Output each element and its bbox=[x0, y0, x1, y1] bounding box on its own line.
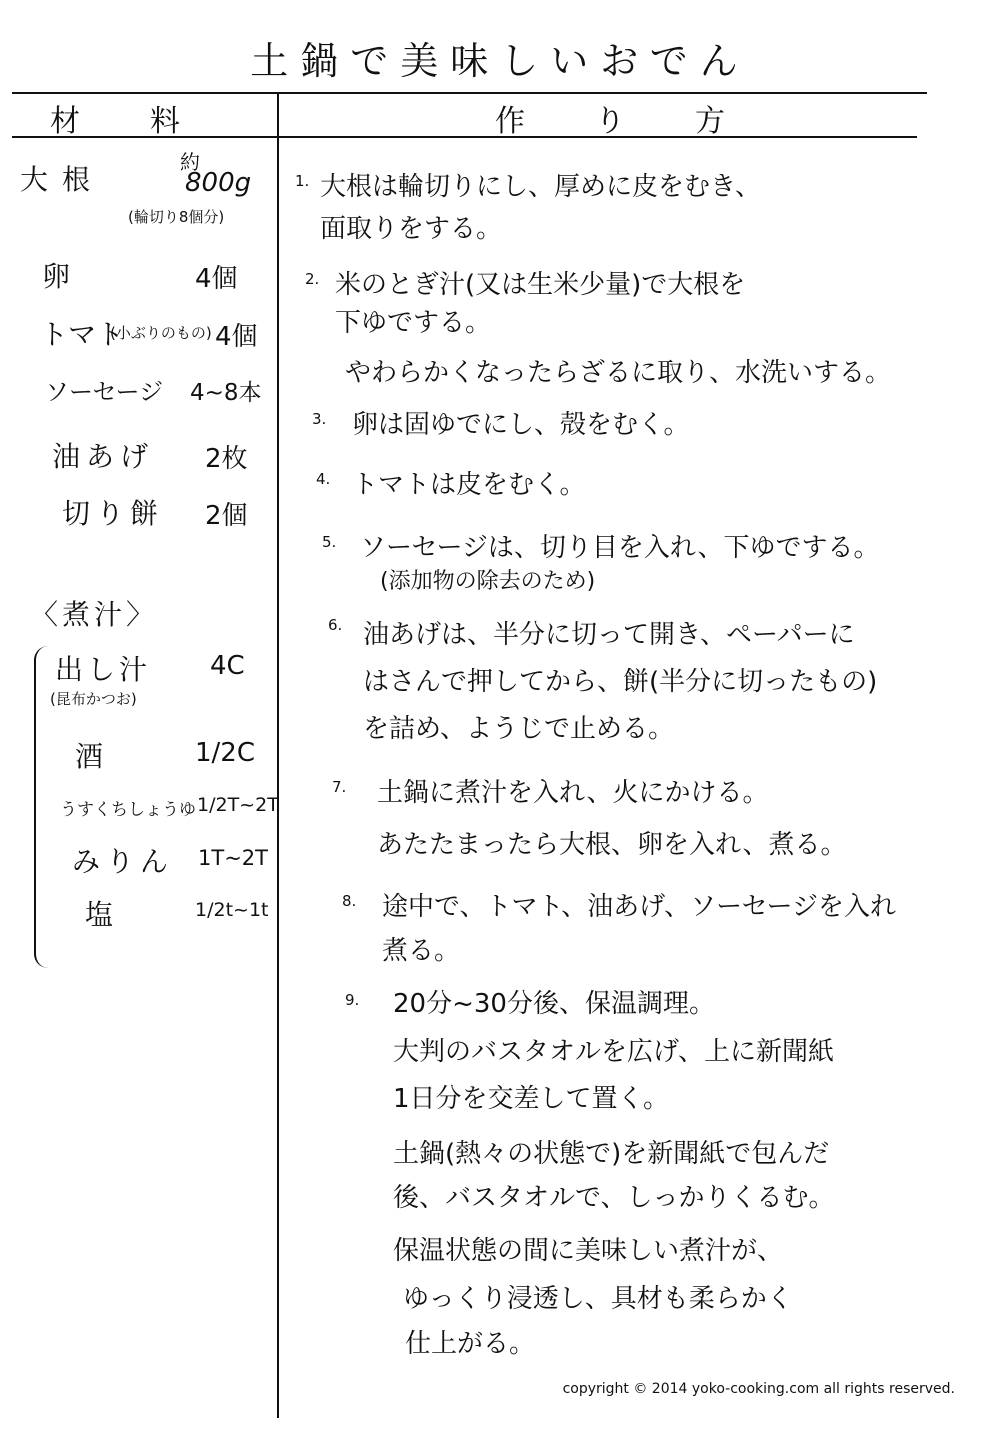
ingredient-name: 切り餅 bbox=[62, 497, 165, 530]
ingredient-name: 卵 bbox=[42, 260, 71, 293]
step-line: 土鍋(熱々の状態で)を新聞紙で包んだ bbox=[393, 1139, 830, 1169]
broth-name: うすくちしょうゆ bbox=[60, 800, 196, 820]
step-line: トマトは皮をむく。 bbox=[352, 470, 586, 500]
step-number: 8. bbox=[342, 892, 357, 910]
step-line: はさんで押してから、餅(半分に切ったもの) bbox=[363, 667, 878, 697]
broth-amount: 4C bbox=[210, 651, 245, 681]
brace bbox=[34, 646, 50, 968]
step-number: 6. bbox=[328, 616, 343, 634]
broth-name: 出し汁 bbox=[55, 653, 152, 686]
step-number: 5. bbox=[322, 533, 337, 551]
broth-amount: 1/2C bbox=[195, 738, 255, 768]
ingredient-note-top: 約 bbox=[180, 150, 200, 174]
step-number: 1. bbox=[295, 172, 310, 190]
page-title: 土鍋で美味しいおでん bbox=[250, 39, 750, 83]
broth-name: みりん bbox=[72, 845, 175, 878]
ingredient-name: ソーセージ bbox=[45, 378, 164, 406]
step-line: 米のとぎ汁(又は生米少量)で大根を bbox=[335, 270, 746, 300]
ingredient-note: (小ぶりのもの) bbox=[110, 324, 212, 342]
step-line: 保温状態の間に美味しい煮汁が、 bbox=[393, 1236, 784, 1266]
step-line: やわらかくなったらざるに取り、水洗いする。 bbox=[345, 358, 892, 388]
method-heading: 作り方 bbox=[495, 104, 795, 139]
step-line: (添加物の除去のため) bbox=[380, 569, 596, 594]
step-line: 後、バスタオルで、しっかりくるむ。 bbox=[393, 1183, 835, 1213]
step-number: 9. bbox=[345, 991, 360, 1009]
column-divider bbox=[277, 92, 279, 1418]
broth-amount: 1/2t~1t bbox=[195, 899, 269, 921]
ingredient-name: トマト bbox=[40, 318, 125, 351]
step-number: 3. bbox=[312, 410, 327, 428]
broth-note: (昆布かつお) bbox=[50, 690, 137, 708]
step-line: 1日分を交差して置く。 bbox=[393, 1084, 670, 1114]
step-line: 面取りをする。 bbox=[320, 214, 503, 244]
step-line: 大判のバスタオルを広げ、上に新聞紙 bbox=[393, 1037, 834, 1067]
ingredient-amount: 4個 bbox=[215, 322, 258, 352]
step-line: 大根は輪切りにし、厚めに皮をむき、 bbox=[320, 172, 761, 202]
step-line: ゆっくり浸透し、具材も柔らかく bbox=[403, 1284, 793, 1314]
ingredient-name: 大根 bbox=[20, 163, 105, 196]
ingredient-amount: 800g bbox=[185, 168, 252, 198]
broth-amount: 1/2T~2T bbox=[197, 794, 279, 816]
top-rule bbox=[12, 92, 927, 94]
ingredient-amount: 2個 bbox=[205, 501, 248, 531]
broth-name: 塩 bbox=[85, 898, 114, 931]
copyright-notice: copyright © 2014 yoko-cooking.com all rights reserved. bbox=[562, 1381, 955, 1397]
step-line: 土鍋に煮汁を入れ、火にかける。 bbox=[377, 778, 769, 808]
ingredient-amount: 2枚 bbox=[205, 444, 248, 474]
ingredient-note: (輪切り8個分) bbox=[128, 208, 225, 226]
step-line: 煮る。 bbox=[382, 936, 461, 966]
ingredient-amount: 4~8本 bbox=[190, 380, 262, 406]
step-number: 4. bbox=[316, 470, 331, 488]
step-line: 20分~30分後、保温調理。 bbox=[393, 989, 715, 1019]
step-line: 下ゆでする。 bbox=[335, 308, 492, 338]
step-number: 7. bbox=[332, 778, 347, 796]
ingredient-name: 油あげ bbox=[52, 440, 155, 473]
step-line: 油あげは、半分に切って開き、ペーパーに bbox=[363, 620, 855, 650]
step-line: 仕上がる。 bbox=[405, 1329, 536, 1359]
step-line: を詰め、ようじで止める。 bbox=[363, 714, 674, 744]
broth-label: 〈煮汁〉 bbox=[30, 598, 159, 631]
step-line: ソーセージは、切り目を入れ、下ゆでする。 bbox=[360, 533, 880, 563]
broth-amount: 1T~2T bbox=[198, 846, 268, 870]
step-line: あたたまったら大根、卵を入れ、煮る。 bbox=[377, 830, 847, 860]
step-number: 2. bbox=[305, 270, 320, 288]
broth-name: 酒 bbox=[75, 740, 104, 773]
ingredient-amount: 4個 bbox=[195, 264, 238, 294]
step-line: 途中で、トマト、油あげ、ソーセージを入れ bbox=[382, 892, 897, 922]
step-line: 卵は固ゆでにし、殻をむく。 bbox=[352, 410, 690, 440]
ingredients-heading: 材料 bbox=[50, 104, 250, 139]
